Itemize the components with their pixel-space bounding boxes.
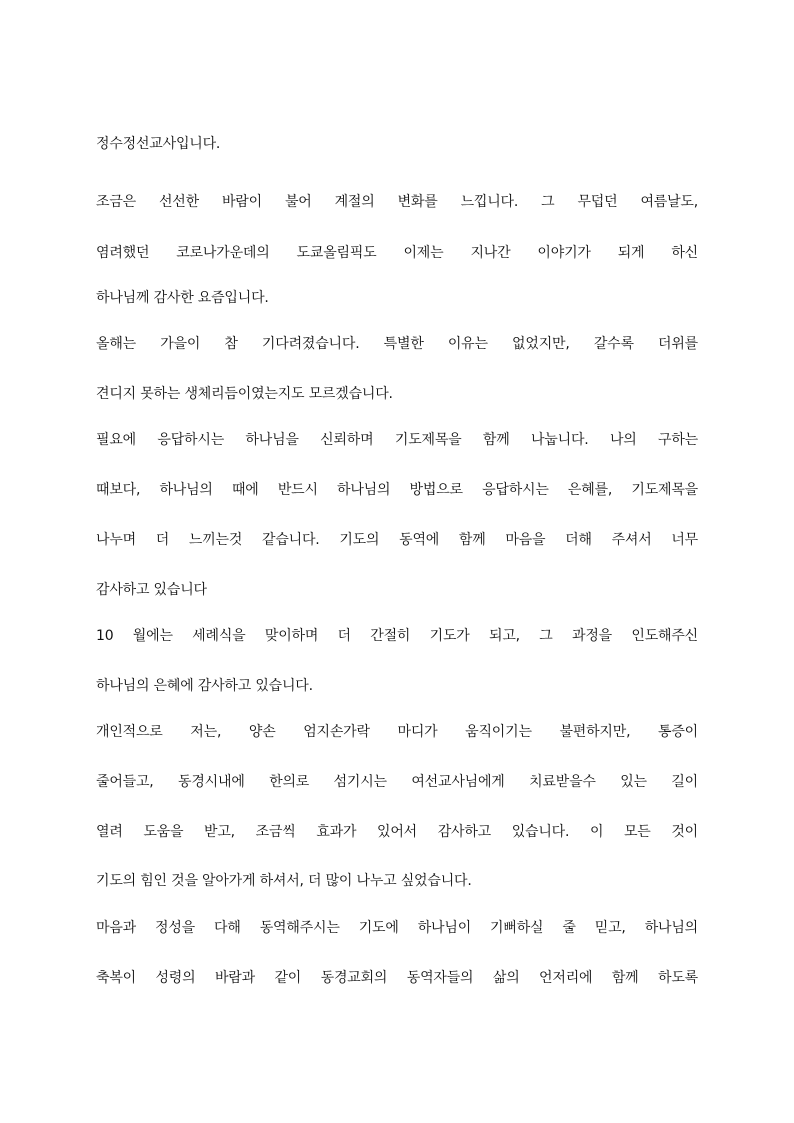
paragraph-3-line-3: 나누며 더 느끼는것 같습니다. 기도의 동역에 함께 마음을 더해 주셔서 너무	[96, 532, 698, 548]
paragraph-5-line-2: 줄어들고, 동경시내에 한의로 섬기시는 여선교사님에게 치료받을수 있는 길이	[96, 774, 698, 790]
paragraph-2-line-2: 견디지 못하는 생체리듬이였는지도 모르겠습니다.	[96, 386, 393, 402]
paragraph-4-line-2: 하나님의 은혜에 감사하고 있습니다.	[96, 678, 313, 694]
paragraph-1-line-2: 염려했던 코로나가운데의 도쿄올림픽도 이제는 지나간 이야기가 되게 하신	[96, 245, 698, 261]
paragraph-5-line-4: 기도의 힘인 것을 알아가게 하셔서, 더 많이 나누고 싶었습니다.	[96, 873, 472, 889]
paragraph-5-line-1: 개인적으로 저는, 양손 엄지손가락 마디가 움직이기는 불편하지만, 통증이	[96, 724, 698, 740]
paragraph-4-line-1: 10 월에는 세례식을 맞이하며 더 간절히 기도가 되고, 그 과정을 인도해주신	[96, 628, 698, 644]
paragraph-3-line-1: 필요에 응답하시는 하나님을 신뢰하며 기도제목을 함께 나눕니다. 나의 구하는	[96, 432, 698, 448]
paragraph-1-line-1: 조금은 선선한 바람이 불어 계절의 변화를 느낍니다. 그 무덥던 여름날도,	[96, 194, 698, 210]
paragraph-2-line-1: 올해는 가을이 참 기다려졌습니다. 특별한 이유는 없었지만, 갈수록 더위를	[96, 336, 698, 352]
letter-greeting: 정수정선교사입니다.	[96, 136, 221, 152]
paragraph-3-line-2: 때보다, 하나님의 때에 반드시 하나님의 방법으로 응답하시는 은혜를, 기도제목을	[96, 482, 698, 498]
paragraph-3-line-4: 감사하고 있습니다	[96, 582, 207, 598]
paragraph-5-line-3: 열려 도움을 받고, 조금씩 효과가 있어서 감사하고 있습니다. 이 모든 것이	[96, 824, 698, 840]
paragraph-6-line-2: 축복이 성령의 바람과 같이 동경교회의 동역자들의 삶의 언저리에 함께 하도록	[96, 970, 698, 986]
paragraph-1-line-3: 하나님께 감사한 요즘입니다.	[96, 290, 269, 306]
paragraph-6-line-1: 마음과 정성을 다해 동역해주시는 기도에 하나님이 기뻐하실 줄 믿고, 하나님의	[96, 920, 698, 936]
